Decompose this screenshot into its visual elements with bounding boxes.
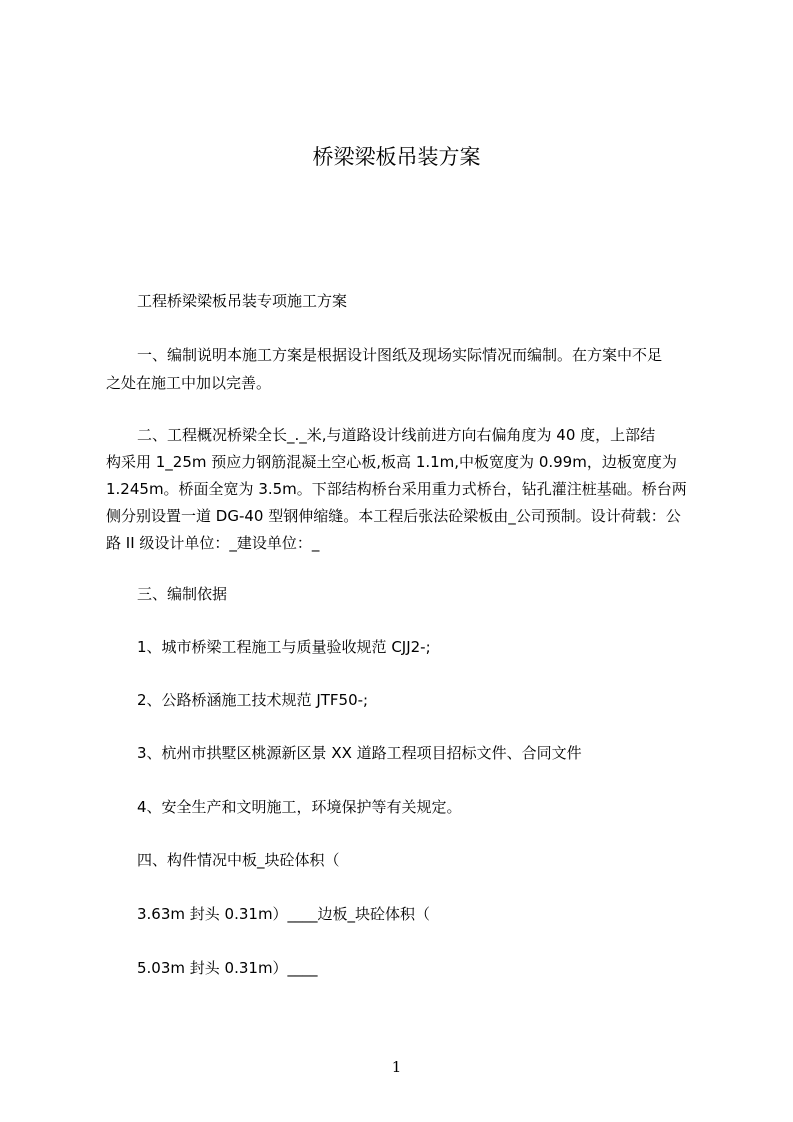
section2-line3: 1.245m。桥面全宽为 3.5m。下部结构桥台采用重力式桥台，钻孔灌注桩基础。桥台两 [106,480,687,498]
section3-heading: 三、编制依据 [137,585,228,603]
section2-line1: 二、工程概况桥梁全长_._米,与道路设计线前进方向右偏角度为 40 度，上部结 [137,426,656,444]
section4-line1: 四、构件情况中板_块砼体积（ [137,851,340,869]
section4-line3: 5.03m 封头 0.31m）____ [137,959,318,977]
section1-line1: 一、编制说明本施工方案是根据设计图纸及现场实际情况而编制。在方案中不足 [137,346,663,364]
section2-line2: 构采用 1_25m 预应力钢筋混凝土空心板,板高 1.1m,中板宽度为 0.99m，边板宽度为 [106,453,677,471]
subtitle: 工程桥梁梁板吊装专项施工方案 [137,292,348,310]
section3-item1: 1、城市桥梁工程施工与质量验收规范 CJJ2-; [137,638,431,656]
section2-line5: 路 II 级设计单位：_建设单位：_ [106,534,320,552]
page-number: 1 [391,1058,402,1076]
section1-line2: 之处在施工中加以完善。 [106,374,272,392]
section2-line4: 侧分别设置一道 DG-40 型钢伸缩缝。本工程后张法砼梁板由_公司预制。设计荷载：公 [106,507,681,525]
section3-item3: 3、杭州市拱墅区桃源新区景 XX 道路工程项目招标文件、合同文件 [137,744,582,762]
section3-item4: 4、安全生产和文明施工，环境保护等有关规定。 [137,798,462,816]
document-title: 桥梁梁板吊装方案 [312,145,481,169]
section4-line2: 3.63m 封头 0.31m）____边板_块砼体积（ [137,905,431,923]
section3-item2: 2、公路桥涵施工技术规范 JTF50-; [137,691,369,709]
